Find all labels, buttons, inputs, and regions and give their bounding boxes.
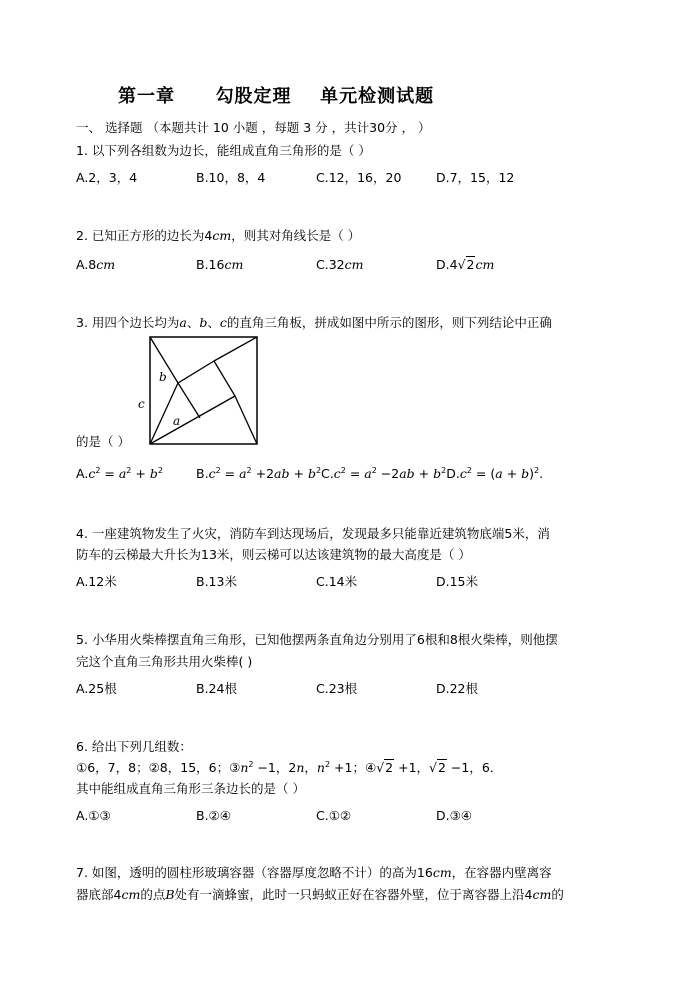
question-7-line-2: 器底部4cm的点B处有一滴蜂蜜，此时一只蚂蚁正好在容器外壁，位于离容器上沿4cm的	[76, 887, 564, 902]
triangle-edge	[178, 383, 200, 418]
question-6-line-2: ①6，7，8；②8，15，6；$③n^2 -1$，2n，$n^2 +1$；④√2 +1，√2 −1，6．	[76, 760, 503, 775]
q3-option-a: $A.c^2 = a^2 + b^2$	[76, 466, 163, 481]
triangle-edge	[178, 361, 214, 383]
group-2: ②8，15，6；	[148, 760, 230, 775]
pinwheel-figure	[136, 334, 262, 452]
outer-square	[150, 337, 257, 444]
question-6-line-3: 其中能组成直角三角形三条边长的是（ ）	[76, 781, 305, 796]
section-heading: 一、 选择题 （本题共计 10 小题 ，每题 3 分 ，共计30分 ， ）	[76, 120, 431, 135]
question-5-line-1: 5. 小华用火柴棒摆直角三角形，已知他摆两条直角边分别用了6根和8根火柴棒，则他摆	[76, 632, 558, 647]
question-5-line-2: 完这个直角三角形共用火柴棒( )	[76, 654, 253, 669]
q1-option-b: B.10，8，4	[196, 170, 266, 185]
q1-option-a: A.2，3，4	[76, 170, 138, 185]
q4-option-a: A.12米	[76, 574, 117, 589]
triangle-edge	[235, 396, 257, 444]
q1-option-c: C.12，16，20	[316, 170, 402, 185]
q2-option-b: B.16cm	[196, 257, 244, 272]
chapter-name: 勾股定理	[215, 86, 292, 107]
question-4-line-2: 防车的云梯最大升长为13米，则云梯可以达该建筑物的最大高度是（ ）	[76, 547, 471, 562]
group-1: ①6，7，8；	[76, 760, 149, 775]
question-6-line-1: 6. 给出下列几组数：	[76, 739, 192, 754]
q6-option-d: D.③④	[436, 808, 473, 823]
page-title	[118, 88, 434, 106]
question-4-line-1: 4. 一座建筑物发生了火灾，消防车到达现场后，发现最多只能靠近建筑物底端5米，消	[76, 526, 550, 541]
chapter-label: 第一章	[118, 86, 175, 107]
question-3-text: 3. 用四个边长均为a、b、c的直角三角板，拼成如图中所示的图形，则下列结论中正确	[76, 315, 552, 330]
q6-option-a: A.①③	[76, 808, 111, 823]
q1-option-d: D.7，15，12	[436, 170, 515, 185]
question-1-text: 1. 以下列各组数为边长，能组成直角三角形的是（ ）	[76, 143, 371, 158]
test-kind: 单元检测试题	[320, 86, 435, 107]
q5-option-a: A.25根	[76, 681, 117, 696]
q6-option-c: C.①②	[316, 808, 352, 823]
question-2-text: 2. 已知正方形的边长为4cm，则其对角线长是（ ）	[76, 228, 361, 243]
question-7-line-1: 7. 如图，透明的圆柱形玻璃容器（容器厚度忽略不计）的高为16cm，在容器内壁离容	[76, 865, 552, 880]
label-a: a	[173, 414, 181, 428]
label-b: b	[159, 370, 167, 384]
q3-options-bcd: $B.c^2 = a^2 +2ab + b^2C.c^2 = a^2 -2ab + b^2D.c^2 = (a + b)^2$.	[196, 466, 544, 481]
triangle-edge	[214, 337, 257, 361]
q5-option-c: C.23根	[316, 681, 358, 696]
q5-option-b: B.24根	[196, 681, 237, 696]
triangle-edge	[214, 361, 235, 396]
question-3-tail: 的是（ ）	[76, 434, 130, 449]
label-c: c	[138, 397, 145, 411]
q2-option-d: D.4√2cm	[436, 257, 495, 272]
q2-option-a: A.8cm	[76, 257, 116, 272]
q6-option-b: B.②④	[196, 808, 231, 823]
triangle-edge	[150, 396, 235, 444]
q4-option-d: D.15米	[436, 574, 479, 589]
q4-option-b: B.13米	[196, 574, 237, 589]
q2-option-c: C.32cm	[316, 257, 364, 272]
q5-option-d: D.22根	[436, 681, 479, 696]
q4-option-c: C.14米	[316, 574, 358, 589]
